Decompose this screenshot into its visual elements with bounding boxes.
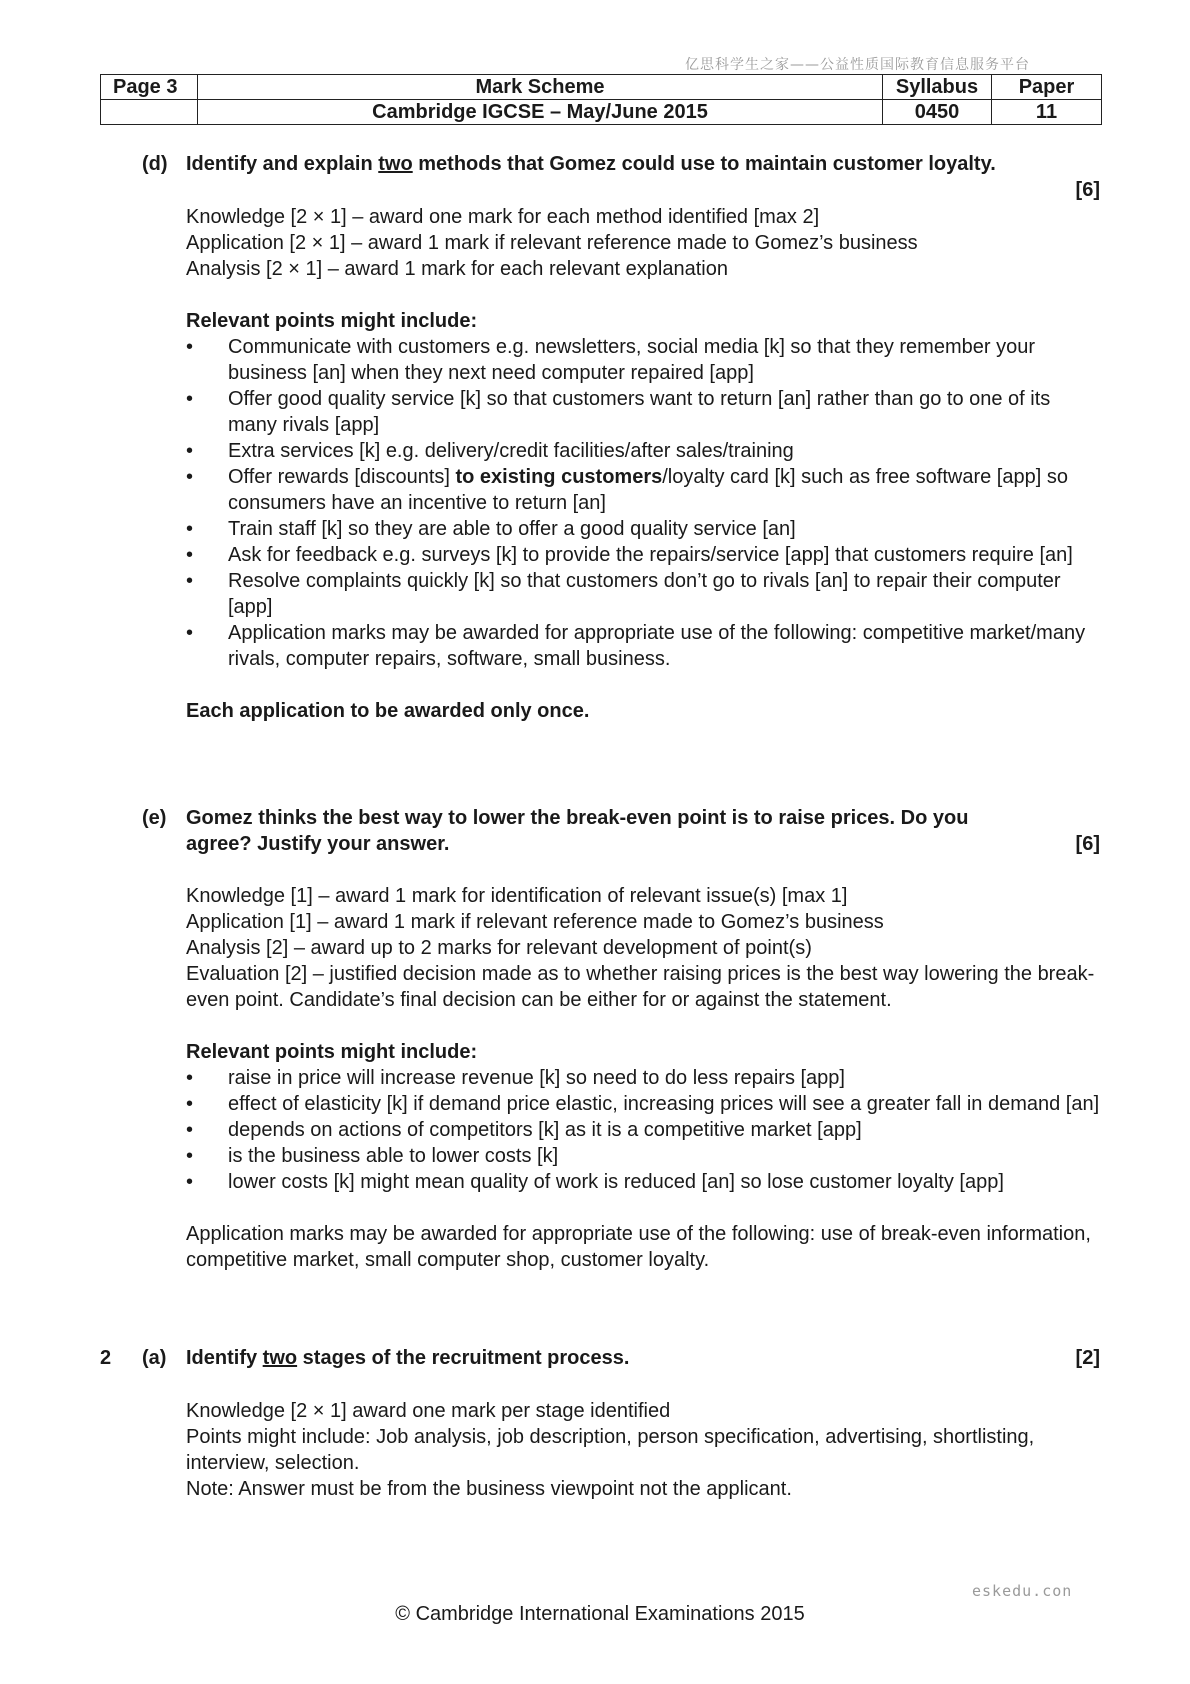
list-item: • raise in price will increase revenue [k] so need to do less repairs [app] (186, 1065, 1101, 1091)
question-e-body (186, 883, 1101, 1273)
points-heading: Relevant points might include: (186, 310, 478, 332)
points-list (186, 334, 1101, 672)
question-e-label: (e) (142, 807, 167, 829)
list-item: • Application marks may be awarded for appropriate use of the following: competitive market/many rivals, computer repairs, software, small business. (186, 620, 1101, 672)
spacer (186, 672, 1101, 698)
question-d-body (186, 204, 1101, 724)
page-number: Page 3 (101, 75, 198, 100)
list-item: • Extra services [k] e.g. delivery/credit facilities/after sales/training (186, 438, 1101, 464)
header-table (100, 74, 1102, 125)
question-2a-body (186, 1398, 1101, 1502)
question-d-text-part: Identify and explain (186, 153, 379, 175)
paper-number: 11 (992, 100, 1102, 125)
criteria-line: Evaluation [2] – justified decision made as to whether raising prices is the best way lowering the break-even point. Candidate’s final decision can be either for or against the statement. (186, 963, 1095, 1011)
criteria-line: Analysis [2] – award up to 2 marks for relevant development of point(s) (186, 937, 812, 959)
criteria-line: Analysis [2 × 1] – award 1 mark for each relevant explanation (186, 258, 728, 280)
list-item: • depends on actions of competitors [k] as it is a competitive market [app] (186, 1117, 1101, 1143)
list-item-text: Offer rewards [discounts] (228, 466, 456, 488)
list-item: • effect of elasticity [k] if demand price elastic, increasing prices will see a greater fall in demand [an] (186, 1091, 1101, 1117)
answer-line: Points might include: Job analysis, job description, person specification, advertising, shortlisting, interview, selection. (186, 1426, 1035, 1474)
question-2a-text-part: stages of the recruitment process. (297, 1347, 630, 1369)
exam-title: Cambridge IGCSE – May/June 2015 (198, 100, 883, 125)
list-item-text: /loyalty card [k] such as free software [app] so consumers have an incentive to return [an] (228, 466, 1068, 514)
list-item (186, 464, 1101, 516)
question-2a-text-part: Identify (186, 1347, 263, 1369)
question-e (186, 805, 1101, 857)
list-item: • Communicate with customers e.g. newsletters, social media [k] so that they remember your business [an] when they next need computer repaired [app] (186, 334, 1101, 386)
empty-cell (101, 100, 198, 125)
question-d-text (186, 151, 1101, 177)
list-item: • is the business able to lower costs [k] (186, 1143, 1101, 1169)
question-d-underline: two (378, 153, 413, 175)
paper-label: Paper (992, 75, 1102, 100)
points-list (186, 1065, 1101, 1195)
answer-line: Knowledge [2 × 1] award one mark per stage identified (186, 1400, 671, 1422)
list-item: • Resolve complaints quickly [k] so that customers don’t go to rivals [an] to repair their computer [app] (186, 568, 1101, 620)
mark-scheme-title: Mark Scheme (198, 75, 883, 100)
list-item: • Ask for feedback e.g. surveys [k] to provide the repairs/service [app] that customers require [an] (186, 542, 1101, 568)
criteria-line: Knowledge [2 × 1] – award one mark for each method identified [max 2] (186, 206, 820, 228)
footer-copyright: © Cambridge International Examinations 2015 (395, 1603, 805, 1625)
criteria-line: Application [2 × 1] – award 1 mark if relevant reference made to Gomez’s business (186, 232, 918, 254)
question-d-marks: [6] (1075, 179, 1100, 201)
question-2a-underline: two (262, 1347, 298, 1369)
spacer (186, 1013, 1101, 1039)
criteria-line: Application [1] – award 1 mark if relevant reference made to Gomez’s business (186, 911, 884, 933)
points-heading: Relevant points might include: (186, 1041, 478, 1063)
watermark-top: 亿思科学生之家——公益性质国际教育信息服务平台 (685, 57, 1030, 73)
question-2a-text (186, 1345, 1101, 1371)
question-e-marks: [6] (1075, 833, 1100, 855)
list-item: • Train staff [k] so they are able to offer a good quality service [an] (186, 516, 1101, 542)
spacer (186, 1195, 1101, 1221)
application-note: Application marks may be awarded for appropriate use of the following: use of break-even information, competitive market, small computer shop, customer loyalty. (186, 1223, 1091, 1271)
watermark-bottom: eskedu.con (972, 1582, 1073, 1600)
question-2-number: 2 (100, 1347, 112, 1369)
list-item: • Offer good quality service [k] so that customers want to return [an] rather than go to one of its many rivals [app] (186, 386, 1101, 438)
syllabus-label: Syllabus (883, 75, 992, 100)
question-e-line: Gomez thinks the best way to lower the break-even point is to raise prices. Do you (186, 807, 969, 829)
criteria-line: Knowledge [1] – award 1 mark for identification of relevant issue(s) [max 1] (186, 885, 848, 907)
spacer (186, 282, 1101, 308)
question-2a-label: (a) (142, 1347, 167, 1369)
question-d-label: (d) (142, 153, 168, 175)
question-d (186, 151, 1101, 177)
application-note: Each application to be awarded only once. (186, 700, 590, 722)
question-2a-marks: [2] (1075, 1347, 1100, 1369)
answer-line: Note: Answer must be from the business viewpoint not the applicant. (186, 1478, 792, 1500)
question-d-text-part: methods that Gomez could use to maintain customer loyalty. (412, 153, 996, 175)
question-e-line: agree? Justify your answer. (186, 833, 450, 855)
list-item: • lower costs [k] might mean quality of work is reduced [an] so lose customer loyalty [app] (186, 1169, 1101, 1195)
question-2a (186, 1345, 1101, 1371)
syllabus-code: 0450 (883, 100, 992, 125)
list-item-bold: to existing customers (455, 466, 663, 488)
